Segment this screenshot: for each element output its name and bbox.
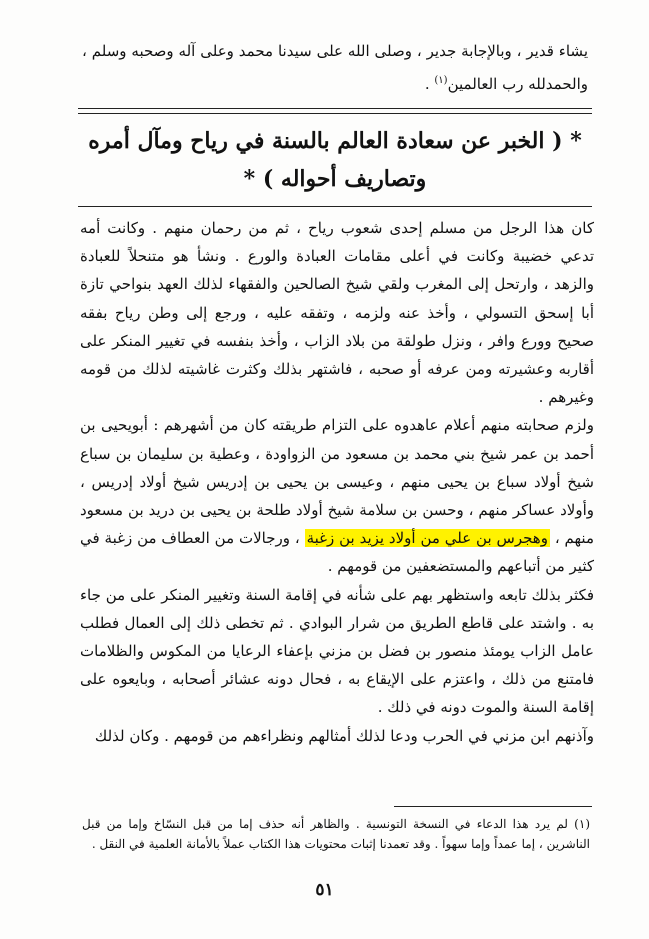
section-heading: * ( الخبر عن سعادة العالم بالسنة في رياح ومآل أمره وتصاريف أحواله ) * — [88, 128, 582, 192]
main-text — [80, 214, 594, 750]
heading-divider — [78, 206, 592, 207]
opening-line: يشاء قدير ، وبالإجابة جدير ، وصلى الله على سيدنا محمد وعلى آله وصحبه وسلم ، والحمدلله رب العالمين — [82, 42, 588, 93]
highlighted-phrase[interactable]: وهجرس بن علي من أولاد يزيد بن زغبة — [306, 529, 548, 548]
footnote-divider — [394, 806, 592, 807]
paragraph-3: فكثر بذلك تابعه واستظهر بهم على شأنه في إقامة السنة وتغيير المنكر على من جاء به . واشتد على قاطع الطريق من شرار البوادي . ثم تخطى ذلك إلى العمال فطلب عامل الزاب يومئذ منصور بن فضل بن مزني بإعفاء الرعايا من المكوس والظلامات فامتنع من ذلك ، واعتزم على الإيقاع به ، فحال دونه عشائر أصحابه ، وبايعوه على إقامة السنة والموت دونه في ذلك . — [80, 585, 594, 717]
double-divider — [78, 108, 592, 114]
paragraph-2-start: ولزم صحابته منهم أعلام عاهدوه على التزام طريقته كان من أشهرهم : أبويحيى بن أحمد بن عمر شيخ بني محمد بن مسعود من الزواودة ، وعطية بن سليمان بن سباع شيخ أولاد سباع بن يحيى منهم ، وعيسى بن يحيى بن إدريس شيخ أولاد إدريس ، وأولاد عساكر منهم ، وحسن بن سلامة شيخ أولاد طلحة بن يحيى بن دريد بن مسعود منهم ، — [80, 416, 594, 548]
paragraph-2 — [80, 411, 594, 580]
footnote: (١) لم يرد هذا الدعاء في النسخة التونسية . والظاهر أنه حذف إما من قبل النسّاخ وإما من قبل الناشرين ، إما عمداً وإما سهواً . وقد تعمدنا إثبات محتويات هذا الكتاب عملاً بالأمانة العلمية في النقل . — [82, 817, 590, 851]
paragraph-1: كان هذا الرجل من مسلم إحدى شعوب رياح ، ثم من رحمان منهم . وكانت أمه تدعي خضيبة وكانت في أعلى مقامات العبادة والورع . ونشأ هو متنحلاً للعبادة والزهد ، وارتحل إلى المغرب ولقي شيخ الصالحين والفقهاء لذلك العهد بنواحي تازة أبا إسحق التسولي ، وأخذ عنه ولزمه ، وتفقه عليه ، ورجع إلى وطن رياح بفقه صحيح وورع وافر ، ونزل طولقة من بلاد الزاب ، وأخذ بنفسه في تغيير المنكر على أقاربه وعشيرته ومن عرفه أو صحبه ، فاشتهر بذلك وكثرت غاشيته لذلك من قومه وغيرهم . — [80, 219, 594, 407]
page-number: ٥١ — [315, 880, 334, 900]
opening-end: . — [424, 75, 435, 93]
paragraph-4: وآذنهم ابن مزني في الحرب ودعا لذلك أمثالهم ونظراءهم من قومهم . وكان لذلك — [94, 726, 594, 745]
opening-text — [82, 36, 588, 99]
footnote-marker[interactable]: (١) — [434, 75, 448, 86]
paragraph-2-end: ، ورجالات من العطاف من زغبة في كثير من أتباعهم والمستضعفين من قومهم . — [80, 529, 594, 576]
